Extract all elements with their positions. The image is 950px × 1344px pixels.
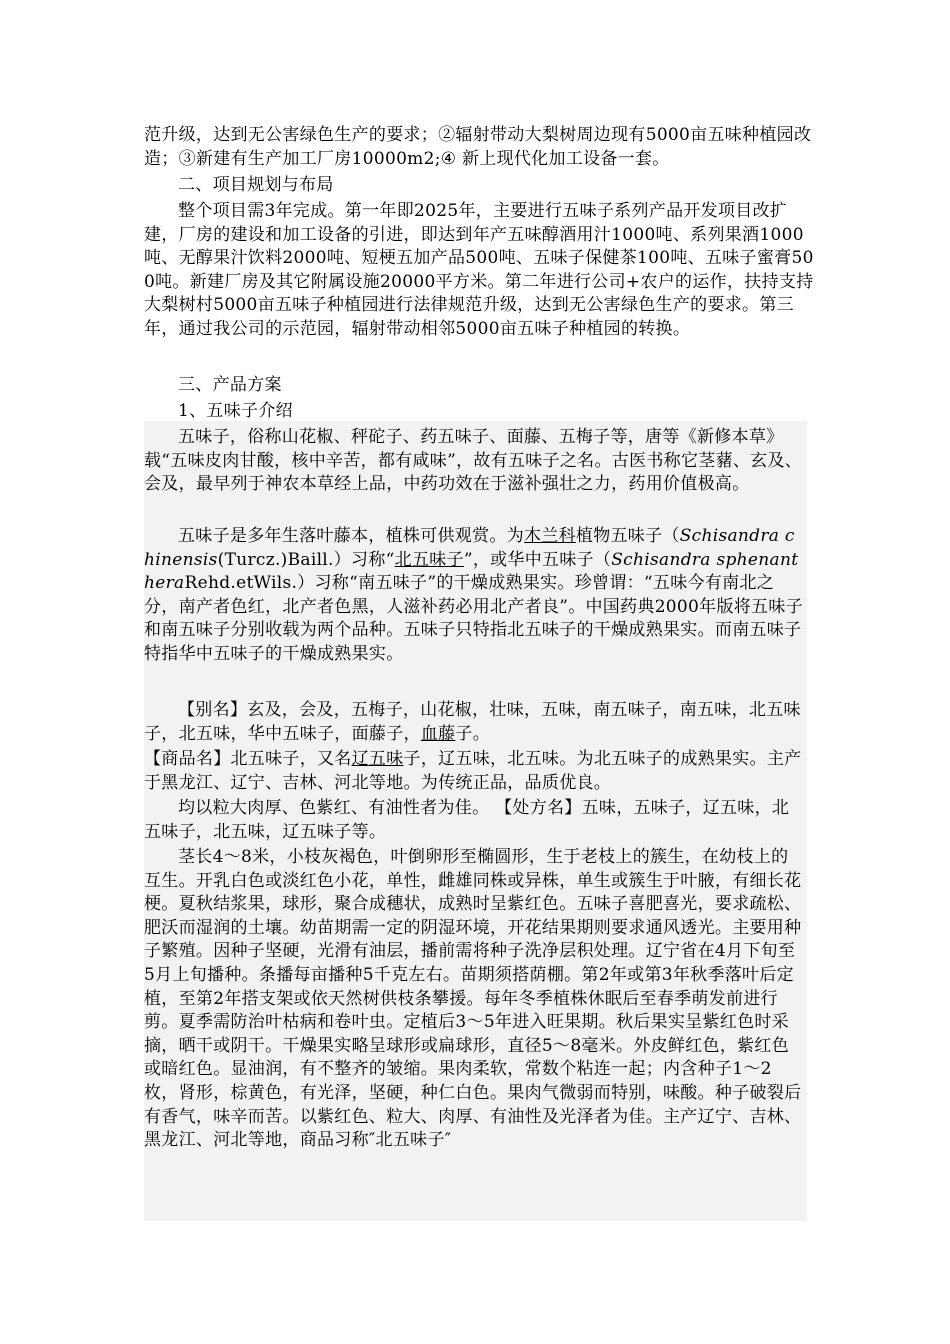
p4-text-a: 五味子是多年生落叶藤本，植株可供观赏。为 xyxy=(178,526,524,546)
link-magnoliaceae[interactable]: 木兰科 xyxy=(524,526,576,546)
paragraph-aliases xyxy=(144,699,816,746)
aliases-text-a: 【别名】玄及，会及，五梅子，山花椒，壮味，五味，南五味子，南五味，北五味子，北五味，华中五味子，面藤子， xyxy=(144,700,801,744)
link-north-schisandra[interactable]: 北五味子 xyxy=(394,549,464,570)
paragraph-4 xyxy=(144,525,804,667)
paragraph-quality: 均以粒大肉厚、色紫红、有油性者为佳。 【处方名】五味，五味子，辽五味，北五味子，北五味，辽五味子等。 xyxy=(144,798,790,842)
p4-text-b: 植物五味子（ xyxy=(575,526,680,546)
link-blood-vine[interactable]: 血藤 xyxy=(420,723,456,744)
paragraph-3: 五味子，俗称山花椒、秤砣子、药五味子、面藤、五梅子等，唐等《新修本草》载“五味皮肉甘酸，核中辛苦，都有咸味”，故有五味子之名。古医书称它茎藸、玄及、会及，最早列于神农本草经上品，中药功效在于滋补强壮之力，药用价值极高。 xyxy=(144,427,803,495)
p4-text-d: ”，或华中五味子（ xyxy=(463,549,612,570)
trade-text-b: 子，辽五味，北五味。为北五味子的成熟果实。主产于黑龙江、辽宁、吉林、河北等地。为传统正品，品质优良。 xyxy=(144,749,802,793)
heading-product-plan: 三、产品方案 xyxy=(178,375,282,395)
trade-text-a: 【商品名】北五味子，又名 xyxy=(144,749,352,769)
p4-text-c: (Turcz.)Baill.）习称“ xyxy=(217,549,395,570)
heading-planning: 二、项目规划与布局 xyxy=(178,175,334,195)
paragraph-2: 整个项目需3年完成。第一年即2025年，主要进行五味子系列产品开发项目改扩建，厂房的建设和加工设备的引进，即达到年产五味醇酒用汁1000吨、系列果酒1000吨、无醇果汁饮料2000吨、短梗五加产品500吨、五味子保健茶100吨、五味子蜜膏500吨。新建厂房及其它附属设施20000平方米。第二年进行公司+农户的运作，扶持支持大梨树村5000亩五味子种植园进行法律规范升级，达到无公害绿色生产的要求。第三年，通过我公司的示范园，辐射带动相邻5000亩五味子种植园的转换。 xyxy=(144,201,814,339)
paragraph-1: 范升级，达到无公害绿色生产的要求；②辐射带动大梨树周边现有5000亩五味种植园改造；③新建有生产加工厂房10000m2;④ 新上现代化加工设备一套。 xyxy=(144,125,812,169)
latin-name-2: Schisandra sphenanthera xyxy=(144,549,799,594)
aliases-text-b: 子。 xyxy=(455,723,491,744)
heading-intro: 1、五味子介绍 xyxy=(178,401,293,421)
paragraph-trade-name xyxy=(144,748,804,795)
latin-name-1: Schisandra chinensis xyxy=(144,526,795,570)
paragraph-cultivation: 茎长4～8米，小枝灰褐色，叶倒卵形至椭圆形，生于老枝上的簇生，在幼枝上的互生。开乳白色或淡红色小花，单性，雌雄同株或异株，单生或簇生于叶腋，有细长花梗。夏秋结浆果，球形，聚合成穗状，成熟时呈紫红色。五味子喜肥喜光，要求疏松、肥沃而湿润的土壤。幼苗期需一定的阴湿环境，开花结果期则要求通风透光。主要用种子繁殖。因种子坚硬，光滑有油层，播前需将种子洗净层积处理。辽宁省在4月下旬至5月上旬播种。条播每亩播种5千克左右。苗期须搭荫棚。第2年或第3年秋季落叶后定植，至第2年搭支架或依天然树供枝条攀援。每年冬季植株休眠后至春季萌发前进行剪。夏季需防治叶枯病和卷叶虫。定植后3～5年进入旺果期。秋后果实呈紫红色时采摘，晒干或阴干。干燥果实略呈球形或扁球形，直径5～8毫米。外皮鲜红色，紫红色或暗红色。显油润，有不整齐的皱缩。果肉柔软，常数个粘连一起；内含种子1～2枚，肾形，棕黄色，有光泽，坚硬，种仁白色。果肉气微弱而特别，味酸。种子破裂后有香气，味辛而苦。以紫红色、粒大、肉厚、有油性及光泽者为佳。主产辽宁、吉林、黑龙江、河北等地，商品习称″北五味子″ xyxy=(144,847,802,1151)
p4-text-e: Rehd.etWils.）习称“南五味子”的干燥成熟果实。珍曾谓：“五味今有南北之分，南产者色红，北产者色黑，人滋补药必用北产者良”。中国药典2000年版将五味子和南五味子分别收载为两个品种。五味子只特指北五味子的干燥成熟果实。而南五味子特指华中五味子的干燥成熟果实。 xyxy=(144,573,803,664)
link-liao-wuwei[interactable]: 辽五味 xyxy=(351,749,404,769)
